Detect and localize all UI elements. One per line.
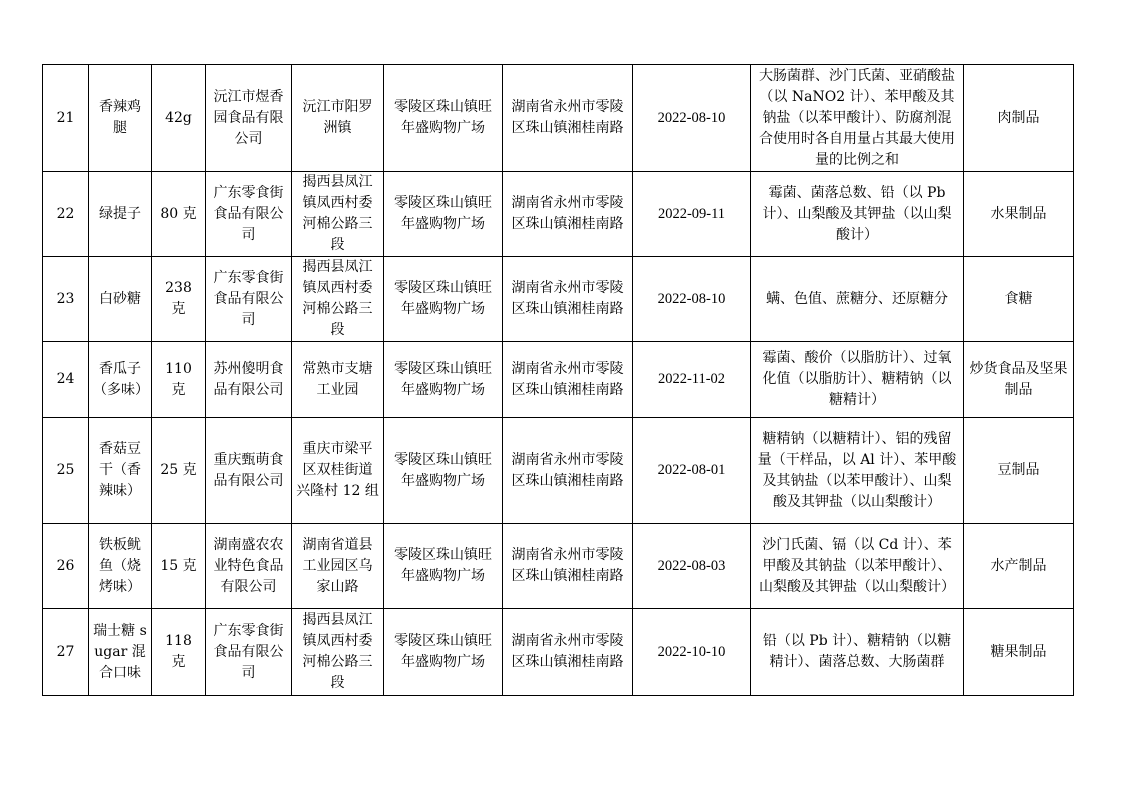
row-number: 23 [43,257,89,342]
food-category: 水果制品 [964,172,1074,257]
manufacturer-address: 揭西县凤江镇凤西村委河棉公路三段 [292,257,384,342]
sampled-store: 零陵区珠山镇旺年盛购物广场 [384,65,503,172]
sampled-store-address: 湖南省永州市零陵区珠山镇湘桂南路 [503,65,633,172]
product-name: 瑞士糖 sugar 混合口味 [89,609,152,696]
product-spec: 110 克 [152,342,206,418]
product-name: 香辣鸡腿 [89,65,152,172]
product-name: 香瓜子（多味） [89,342,152,418]
table-row [43,172,1074,257]
sampled-store: 零陵区珠山镇旺年盛购物广场 [384,342,503,418]
sampling-table [42,64,1074,696]
product-spec: 25 克 [152,418,206,524]
table-row [43,609,1074,696]
food-category: 肉制品 [964,65,1074,172]
product-spec: 80 克 [152,172,206,257]
table-row [43,418,1074,524]
manufacturer-address: 湖南省道县工业园区乌家山路 [292,524,384,609]
manufacturer: 湖南盛农农业特色食品有限公司 [206,524,292,609]
product-name: 香菇豆干（香辣味） [89,418,152,524]
manufacturer-address: 常熟市支塘工业园 [292,342,384,418]
test-items: 螨、色值、蔗糖分、还原糖分 [751,257,964,342]
test-items: 霉菌、菌落总数、铅（以 Pb 计）、山梨酸及其钾盐（以山梨酸计） [751,172,964,257]
production-date: 2022-08-10 [633,65,751,172]
manufacturer: 广东零食街食品有限公司 [206,609,292,696]
sampled-store: 零陵区珠山镇旺年盛购物广场 [384,172,503,257]
production-date: 2022-08-01 [633,418,751,524]
test-items: 沙门氏菌、镉（以 Cd 计）、苯甲酸及其钠盐（以苯甲酸计）、山梨酸及其钾盐（以山梨酸计） [751,524,964,609]
manufacturer: 广东零食街食品有限公司 [206,257,292,342]
manufacturer-address: 重庆市梁平区双桂街道兴隆村 12 组 [292,418,384,524]
manufacturer-address: 揭西县凤江镇凤西村委河棉公路三段 [292,172,384,257]
table-row [43,524,1074,609]
production-date: 2022-10-10 [633,609,751,696]
production-date: 2022-11-02 [633,342,751,418]
food-category: 食糖 [964,257,1074,342]
test-items: 大肠菌群、沙门氏菌、亚硝酸盐（以 NaNO2 计）、苯甲酸及其钠盐（以苯甲酸计）、防腐剂混合使用时各自用量占其最大使用量的比例之和 [751,65,964,172]
sampled-store: 零陵区珠山镇旺年盛购物广场 [384,609,503,696]
manufacturer: 苏州傻明食品有限公司 [206,342,292,418]
sampled-store: 零陵区珠山镇旺年盛购物广场 [384,524,503,609]
sampled-store: 零陵区珠山镇旺年盛购物广场 [384,418,503,524]
test-items: 糖精钠（以糖精计）、铝的残留量（干样品，以 Al 计）、苯甲酸及其钠盐（以苯甲酸计）、山梨酸及其钾盐（以山梨酸计） [751,418,964,524]
product-name: 铁板鱿鱼（烧烤味） [89,524,152,609]
sampled-store-address: 湖南省永州市零陵区珠山镇湘桂南路 [503,609,633,696]
table-row [43,65,1074,172]
sampled-store-address: 湖南省永州市零陵区珠山镇湘桂南路 [503,418,633,524]
food-category: 炒货食品及坚果制品 [964,342,1074,418]
manufacturer-address: 沅江市阳罗洲镇 [292,65,384,172]
food-category: 豆制品 [964,418,1074,524]
test-items: 霉菌、酸价（以脂肪计）、过氧化值（以脂肪计）、糖精钠（以糖精计） [751,342,964,418]
product-name: 绿提子 [89,172,152,257]
table-row [43,257,1074,342]
row-number: 26 [43,524,89,609]
manufacturer: 重庆甄萌食品有限公司 [206,418,292,524]
row-number: 21 [43,65,89,172]
sampled-store-address: 湖南省永州市零陵区珠山镇湘桂南路 [503,524,633,609]
production-date: 2022-08-10 [633,257,751,342]
production-date: 2022-09-11 [633,172,751,257]
food-category: 水产制品 [964,524,1074,609]
row-number: 24 [43,342,89,418]
product-spec: 42g [152,65,206,172]
production-date: 2022-08-03 [633,524,751,609]
manufacturer: 沅江市煜香园食品有限公司 [206,65,292,172]
product-spec: 238 克 [152,257,206,342]
row-number: 25 [43,418,89,524]
row-number: 27 [43,609,89,696]
sampled-store: 零陵区珠山镇旺年盛购物广场 [384,257,503,342]
sampled-store-address: 湖南省永州市零陵区珠山镇湘桂南路 [503,257,633,342]
manufacturer: 广东零食街食品有限公司 [206,172,292,257]
product-spec: 15 克 [152,524,206,609]
test-items: 铅（以 Pb 计）、糖精钠（以糖精计）、菌落总数、大肠菌群 [751,609,964,696]
product-name: 白砂糖 [89,257,152,342]
product-spec: 118 克 [152,609,206,696]
sampled-store-address: 湖南省永州市零陵区珠山镇湘桂南路 [503,172,633,257]
row-number: 22 [43,172,89,257]
food-category: 糖果制品 [964,609,1074,696]
table-row [43,342,1074,418]
manufacturer-address: 揭西县凤江镇凤西村委河棉公路三段 [292,609,384,696]
sampled-store-address: 湖南省永州市零陵区珠山镇湘桂南路 [503,342,633,418]
